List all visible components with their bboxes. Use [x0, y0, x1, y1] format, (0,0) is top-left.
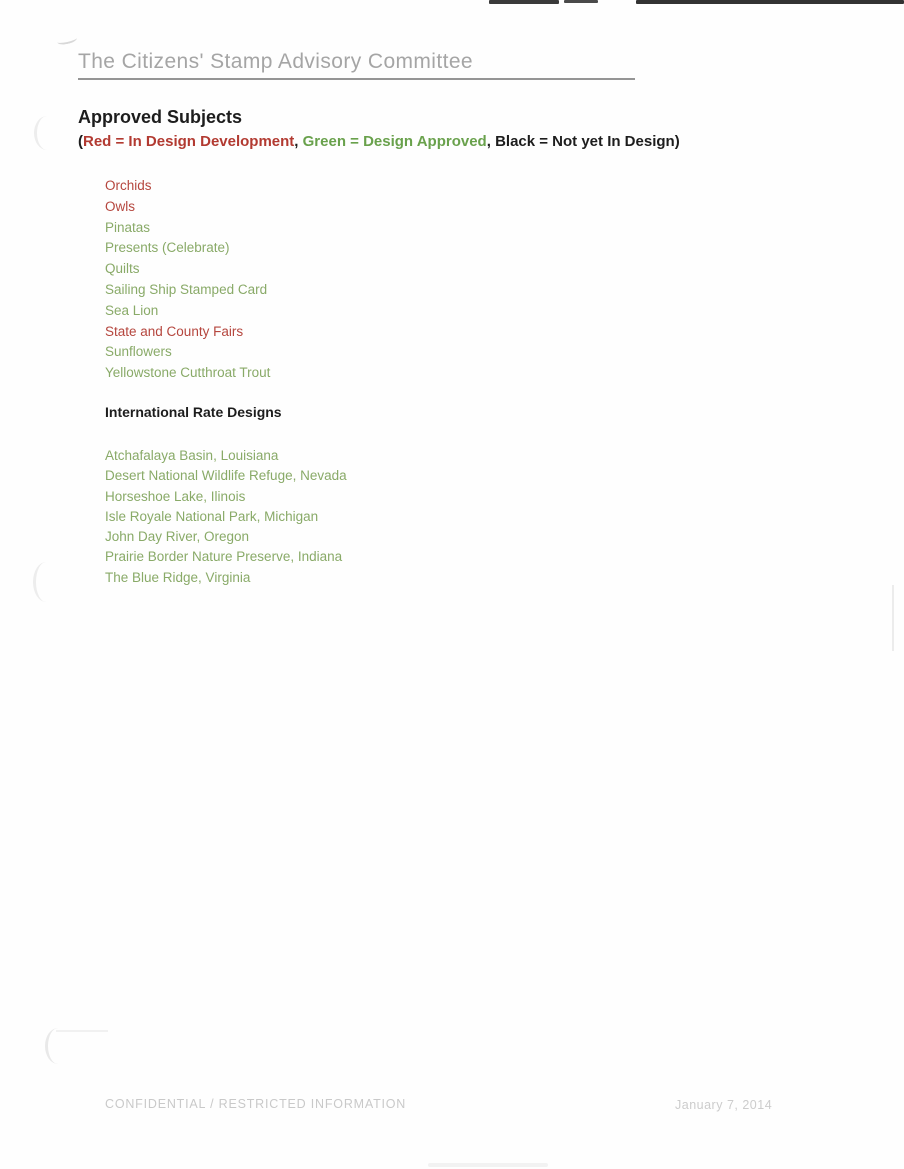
approved-subjects-list — [105, 176, 270, 384]
legend-segment-red: Red = In Design Development — [83, 133, 295, 150]
document-title: The Citizens' Stamp Advisory Committee — [78, 50, 635, 80]
list-item: Presents (Celebrate) — [105, 240, 230, 256]
international-rate-designs-list — [105, 446, 347, 588]
section-heading-approved-subjects: Approved Subjects — [78, 107, 243, 127]
list-item: State and County Fairs — [105, 323, 244, 339]
scan-artifact-bottom-smudge — [428, 1163, 548, 1167]
legend-segment-black: , — [486, 133, 496, 150]
legend-segment-black: ( — [78, 133, 83, 150]
legend-segment-black: Black = Not yet In Design) — [495, 133, 680, 150]
list-item: Yellowstone Cutthroat Trout — [105, 365, 271, 381]
legend-segment-black: , — [294, 133, 303, 150]
list-item: Orchids — [105, 178, 152, 193]
scan-artifact-punch-curve-1 — [34, 116, 60, 150]
status-color-legend — [78, 133, 680, 150]
list-item: Sailing Ship Stamped Card — [105, 281, 268, 297]
list-item: Horseshoe Lake, Ilinois — [105, 488, 246, 504]
list-item: Sea Lion — [105, 302, 159, 318]
scan-artifact-punch-curve-2 — [33, 562, 59, 602]
scan-artifact-top-bar-3 — [636, 0, 904, 4]
list-item: Quilts — [105, 261, 140, 277]
footer-confidential-label: CONFIDENTIAL / RESTRICTED INFORMATION — [105, 1097, 407, 1111]
scan-artifact-top-bar-1 — [489, 0, 559, 4]
scan-artifact-pencil-mark — [56, 34, 77, 46]
footer-date: January 7, 2014 — [675, 1098, 773, 1112]
list-item: Atchafalaya Basin, Louisiana — [105, 448, 279, 463]
scan-artifact-punch-curve-3 — [45, 1028, 71, 1064]
list-item: Owls — [105, 198, 135, 214]
legend-segment-green: Green = Design Approved — [302, 133, 487, 150]
list-item: John Day River, Oregon — [105, 529, 250, 545]
list-item: Sunflowers — [105, 344, 172, 360]
scan-artifact-right-edge-line — [892, 585, 894, 651]
list-item: Pinatas — [105, 219, 151, 235]
scan-artifact-top-bar-2 — [564, 0, 598, 3]
sub-heading-international-rate-designs: International Rate Designs — [105, 404, 282, 420]
list-item: Desert National Wildlife Refuge, Nevada — [105, 468, 347, 484]
list-item: The Blue Ridge, Virginia — [105, 569, 251, 585]
list-item: Isle Royale National Park, Michigan — [105, 508, 319, 524]
list-item: Prairie Border Nature Preserve, Indiana — [105, 549, 343, 565]
